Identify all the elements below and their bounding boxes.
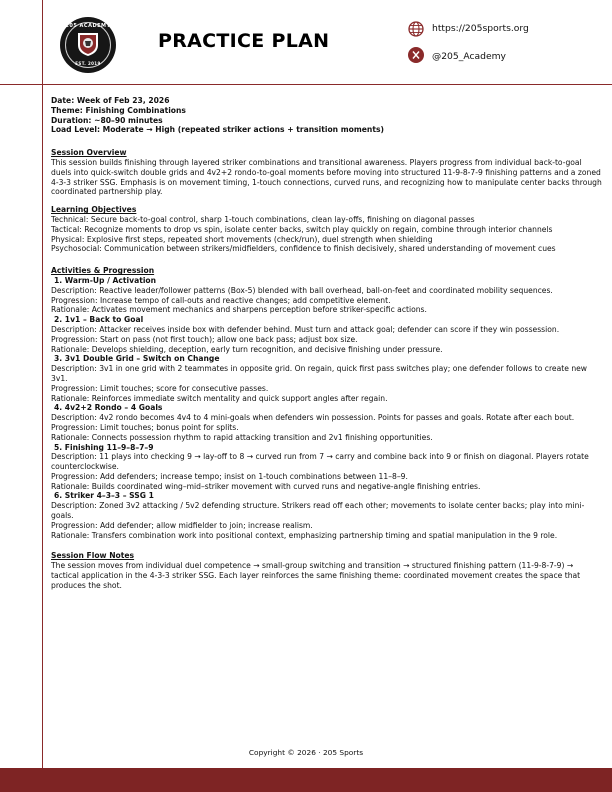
objective-psychosocial: Psychosocial: Communication between strikers/midfielders, confidence to finish decisively, shared understanding of movement cues [51, 244, 556, 254]
activity-rationale: Rationale: Transfers combination work into positional context, emphasizing partnership timing and spatial manipulation in the 9 role. [51, 530, 558, 540]
overview-text: This session builds finishing through layered striker combinations and transitional awareness. Players progress from individual back-to-goal duels into quick-switch double grids and 4v2+2 rondo-to-goal moments before moving into structured 11-9-8-7-9 finishing patterns and a zoned 4-3-3 striker SSG. Emphasis is on movement timing, 1-touch connections, curved runs, and recognizing how to manipulate center backs through coordinated partnership play. [51, 157, 602, 197]
vertical-margin-rule [42, 0, 43, 768]
activity-2 [51, 315, 603, 354]
objective-technical: Technical: Secure back-to-goal control, sharp 1-touch combinations, clean lay-offs, finishing on diagonal passes [51, 214, 475, 224]
activity-4 [51, 403, 603, 442]
academy-logo: 205 ACADEMY EST. 2019 [60, 17, 116, 73]
copyright-footer: Copyright © 2026 · 205 Sports [248, 748, 364, 757]
activity-description: Description: 3v1 in one grid with 2 teammates in opposite grid. On regain, quick first pass switches play; one defender follows to create new 3v1. [51, 364, 588, 383]
activity-title: 2. 1v1 – Back to Goal [54, 315, 144, 325]
activity-title: 1. Warm-Up / Activation [54, 275, 157, 285]
activity-description: Description: 4v2 rondo becomes 4v4 to 4 mini-goals when defenders win possession. Points for passes and goals. Rotate after each bout. [51, 413, 575, 423]
website-link[interactable]: https://205sports.org [432, 23, 529, 34]
activity-title: 6. Striker 4–3–3 – SSG 1 [54, 491, 154, 501]
x-social-icon [408, 47, 424, 63]
meta-load-level: Load Level: Moderate → High (repeated striker actions + transition moments) [51, 125, 384, 135]
activity-rationale: Rationale: Builds coordinated wing–mid–striker movement with curved runs and negative-angle finishing entries. [51, 481, 481, 491]
meta-date: Date: Week of Feb 23, 2026 [51, 96, 170, 105]
meta-theme: Theme: Finishing Combinations [51, 105, 186, 115]
activity-description: Description: Reactive leader/follower patterns (Box-5) blended with ball overhead, ball-on-feet and coordinated mobility sequences. [51, 285, 553, 295]
crest-icon [76, 31, 100, 57]
flow-notes-heading: Session Flow Notes [51, 551, 135, 561]
activity-progression: Progression: Add defenders; increase tempo; insist on 1-touch combinations between 11–8–9. [51, 471, 408, 481]
plan-content [51, 96, 603, 591]
activity-title: 4. 4v2+2 Rondo – 4 Goals [54, 403, 163, 413]
meta-duration: Duration: ~80–90 minutes [51, 115, 163, 125]
activity-6 [51, 491, 603, 540]
flow-notes-text: The session moves from individual duel competence → small-group switching and transition → structured finishing pattern (11-9-8-7-9) → tactical application in the 4-3-3 striker SSG. Each layer reinforces the same finishing theme: coordinated movement creates the space that produces the shot. [51, 561, 581, 590]
objective-tactical: Tactical: Recognize moments to drop vs spin, isolate center backs, switch play quickly on regain, combine through interior channels [51, 224, 553, 234]
activity-description: Description: 11 plays into checking 9 → lay-off to 8 → curved run from 7 → carry and combine back into 9 or finish on diagonal. Players rotate counterclockwise. [51, 452, 589, 472]
header-divider [0, 84, 612, 85]
plan-meta [51, 96, 603, 135]
activity-progression: Progression: Add defender; allow midfielder to join; increase realism. [51, 520, 313, 530]
activity-progression: Progression: Limit touches; bonus point for splits. [51, 422, 239, 432]
footer-bar [0, 768, 612, 792]
activities-heading: Activities & Progression [51, 266, 155, 276]
social-handle[interactable]: @205_Academy [432, 51, 506, 62]
page-title: PRACTICE PLAN [158, 30, 330, 52]
activity-progression: Progression: Limit touches; score for consecutive passes. [51, 383, 269, 393]
globe-icon [408, 21, 424, 37]
objectives-heading: Learning Objectives [51, 205, 137, 215]
activity-title: 3. 3v1 Double Grid – Switch on Change [54, 354, 220, 364]
activity-progression: Progression: Increase tempo of call-outs and reactive changes; add competitive element. [51, 295, 391, 305]
activity-rationale: Rationale: Connects possession rhythm to rapid attacking transition and 2v1 finishing opportunities. [51, 432, 433, 442]
activity-progression: Progression: Start on pass (not first touch); allow one back pass; adjust box size. [51, 334, 358, 344]
activity-description: Description: Attacker receives inside box with defender behind. Must turn and attack goal; defender can score if they win possession. [51, 324, 560, 334]
activity-1 [51, 276, 603, 315]
activity-rationale: Rationale: Reinforces immediate switch mentality and quick support angles after regain. [51, 393, 388, 403]
activity-3 [51, 354, 603, 403]
activity-rationale: Rationale: Activates movement mechanics and sharpens perception before striker-specific actions. [51, 305, 427, 315]
activity-title: 5. Finishing 11–9–8–7–9 [54, 442, 154, 452]
activity-description: Description: Zoned 3v2 attacking / 5v2 defending structure. Strikers read off each other; movements to isolate center backs; play into mini-goals. [51, 501, 585, 521]
activity-5 [51, 443, 603, 492]
objective-physical: Physical: Explosive first steps, repeated short movements (check/run), duel strength when shielding [51, 234, 433, 244]
overview-heading: Session Overview [51, 148, 127, 158]
activity-rationale: Rationale: Develops shielding, deception, early turn recognition, and decisive finishing under pressure. [51, 344, 443, 354]
